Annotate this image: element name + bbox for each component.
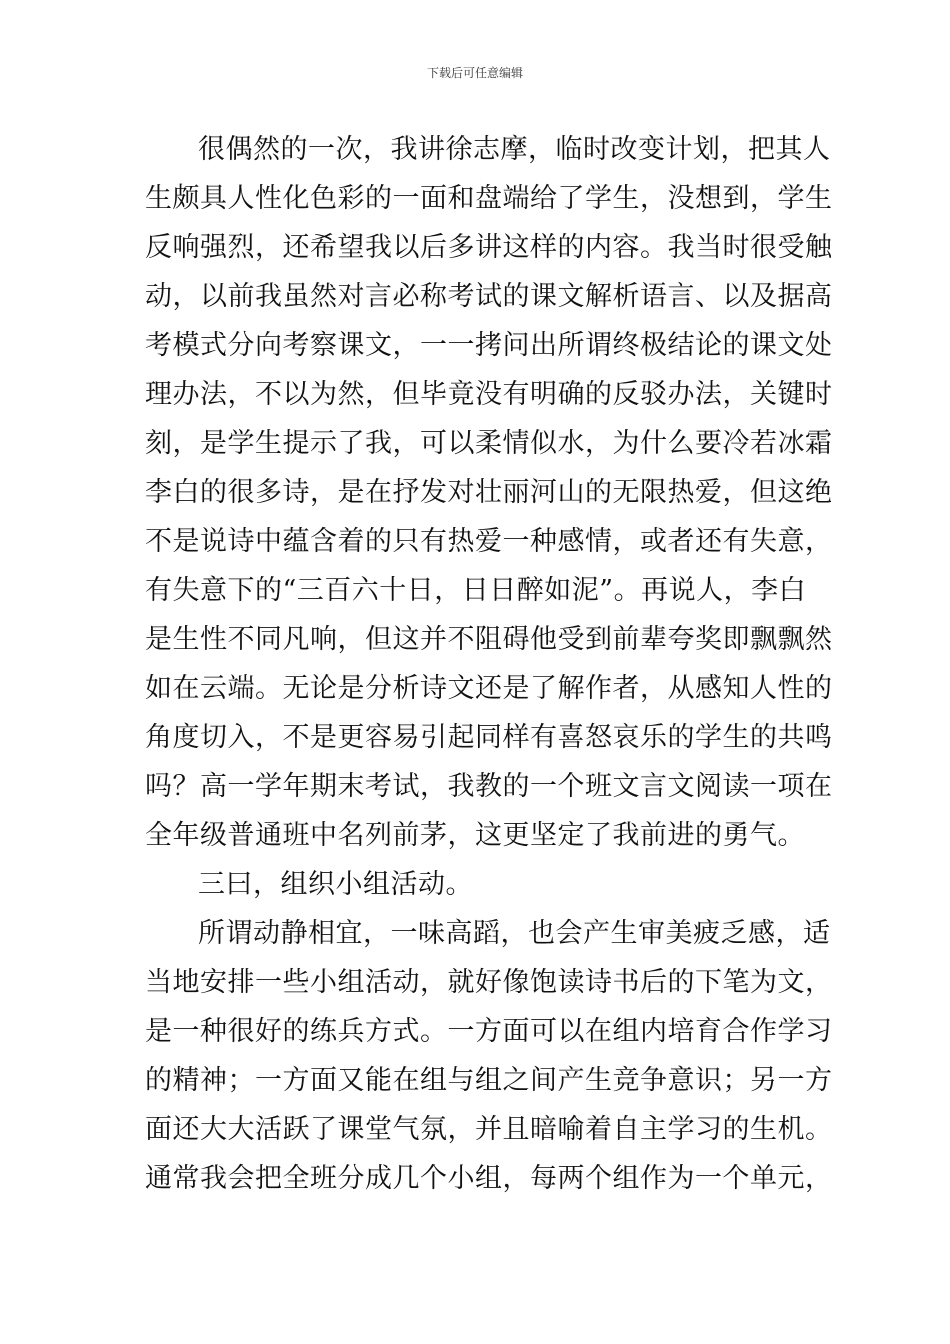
section-heading: 三曰，组织小组活动。	[198, 869, 473, 900]
paragraph-line: 动，以前我虽然对言必称考试的课文解析语言、以及据高	[145, 281, 833, 312]
paragraph-line: 吗？高一学年期末考试，我教的一个班文言文阅读一项在	[145, 771, 833, 802]
paragraph-line: 刻，是学生提示了我，可以柔情似水，为什么要冷若冰霜	[145, 428, 833, 459]
paragraph-line: 所谓动静相宜，一味高蹈，也会产生审美疲乏感，适	[198, 918, 831, 949]
paragraph-line: 有失意下的“三百六十日，日日醉如泥”。再说人，李白	[145, 575, 807, 606]
paragraph-line: 反响强烈，还希望我以后多讲这样的内容。我当时很受触	[145, 232, 833, 263]
body-text	[145, 125, 833, 1203]
paragraph-line: 理办法，不以为然，但毕竟没有明确的反驳办法，关键时	[145, 379, 833, 410]
paragraph-line: 通常我会把全班分成几个小组，每两个组作为一个单元，	[145, 1163, 833, 1194]
page-header: 下载后可任意编辑	[426, 66, 523, 80]
paragraph-line: 当地安排一些小组活动，就好像饱读诗书后的下笔为文，	[145, 967, 833, 998]
paragraph-line: 很偶然的一次，我讲徐志摩，临时改变计划，把其人	[198, 134, 831, 165]
paragraph-line: 李白的很多诗，是在抒发对壮丽河山的无限热爱，但这绝	[145, 477, 833, 508]
paragraph-line: 是生性不同凡响，但这并不阻碍他受到前辈夸奖即飘飘然	[145, 624, 833, 655]
paragraph-line: 不是说诗中蕴含着的只有热爱一种感情，或者还有失意，	[145, 526, 833, 557]
paragraph-line: 的精神；一方面又能在组与组之间产生竞争意识；另一方	[145, 1065, 833, 1096]
paragraph-line: 如在云端。无论是分析诗文还是了解作者，从感知人性的	[145, 673, 833, 704]
paragraph-line: 是一种很好的练兵方式。一方面可以在组内培育合作学习	[145, 1016, 833, 1047]
paragraph-line: 全年级普通班中名列前茅，这更坚定了我前进的勇气。	[145, 820, 805, 851]
paragraph-line: 角度切入，不是更容易引起同样有喜怒哀乐的学生的共鸣	[145, 722, 833, 753]
paragraph-line: 生颇具人性化色彩的一面和盘端给了学生，没想到，学生	[145, 183, 833, 214]
paragraph-line: 面还大大活跃了课堂气氛，并且暗喻着自主学习的生机。	[145, 1114, 833, 1145]
paragraph-line: 考模式分向考察课文，一一拷问出所谓终极结论的课文处	[145, 330, 833, 361]
